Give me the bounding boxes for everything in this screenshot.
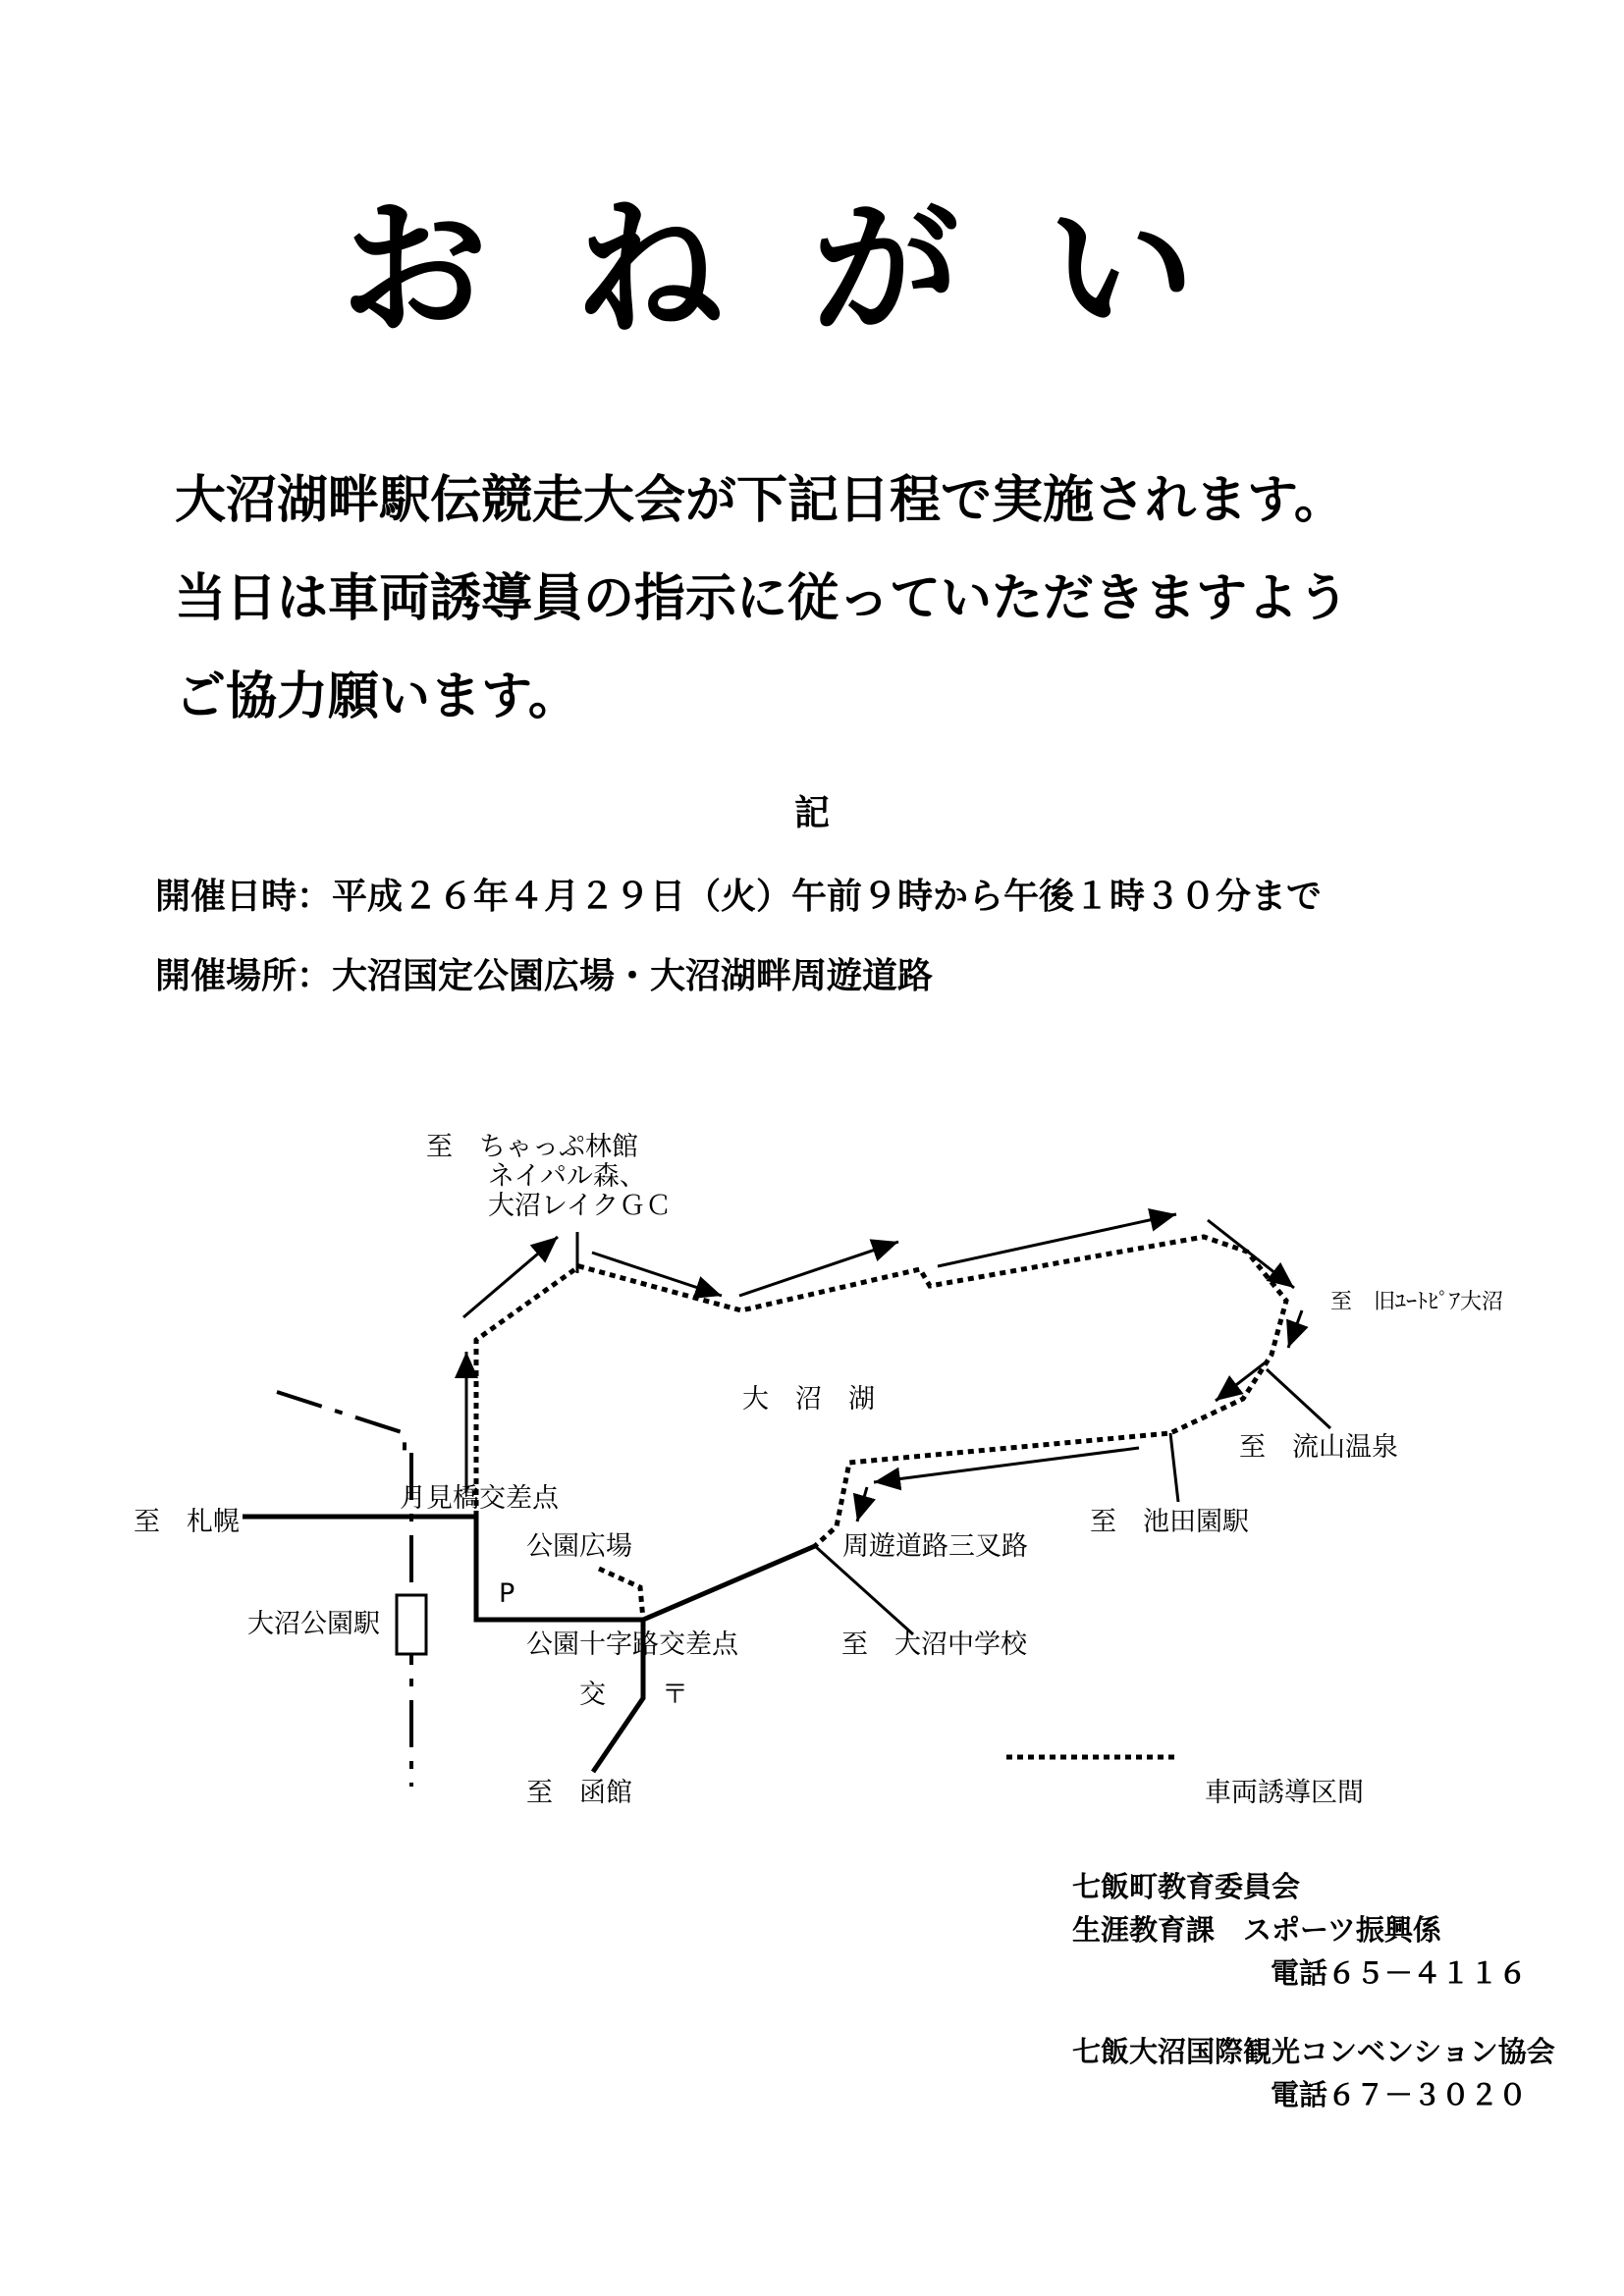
label-junction: 周遊道路三叉路 <box>842 1531 1028 1562</box>
label-koen-crossing: 公園十字路交差点 <box>526 1629 738 1660</box>
legend-label: 車両誘導区間 <box>1205 1778 1364 1808</box>
label-to-hakodate: 至 函館 <box>526 1778 632 1808</box>
label-koban-left: 交 <box>579 1680 606 1710</box>
onuma-koen-station-marker <box>397 1595 426 1654</box>
intro-line-1: 大沼湖畔駅伝競走大会が下記日程で実施されます。 <box>175 471 1345 530</box>
side-roads <box>577 1232 1330 1634</box>
page-title: おねがい <box>340 185 1283 355</box>
label-lake: 大 沼 湖 <box>742 1384 875 1415</box>
contact-tel1: 電話６５－４１１６ <box>1271 1956 1528 1990</box>
label-tsukimibashi: 月見橋交差点 <box>400 1483 559 1514</box>
intro-line-3: ご協力願います。 <box>175 667 579 726</box>
label-neipal: ネイパル森、 <box>488 1161 646 1192</box>
event-place: 開催場所：大沼国定公園広場・大沼湖畔周遊道路 <box>155 956 934 996</box>
event-datetime: 開催日時：平成２６年４月２９日（火）午前９時から午後１時３０分まで <box>155 877 1323 917</box>
label-to-junior-high: 至 大沼中学校 <box>841 1629 1027 1660</box>
label-to-sapporo: 至 札幌 <box>134 1507 240 1537</box>
label-to-chappu: 至 ちゃっぷ林館 <box>426 1132 638 1162</box>
intro-line-2: 当日は車両誘導員の指示に従っていただきますよう <box>175 569 1350 628</box>
label-park-plaza: 公園広場 <box>526 1531 632 1562</box>
contact-dept: 生涯教育課 スポーツ振興係 <box>1072 1913 1441 1947</box>
contact-org1: 七飯町教育委員会 <box>1072 1870 1301 1903</box>
label-to-nagareyama: 至 流山温泉 <box>1239 1432 1398 1463</box>
railway-line <box>277 1392 411 1787</box>
label-to-utopia: 至 旧ﾕｰﾄﾋﾟｱ大沼 <box>1330 1290 1504 1314</box>
contact-org2: 七飯大沼国際観光コンベンション協会 <box>1072 2035 1555 2068</box>
label-koban-right: 〒 <box>662 1680 688 1710</box>
ki-heading: 記 <box>793 793 830 833</box>
label-parking: P <box>499 1578 515 1609</box>
contact-tel2: 電話６７－３０２０ <box>1271 2078 1528 2111</box>
label-lake-gc: 大沼レイクＧＣ <box>488 1191 673 1221</box>
label-to-ikedaen: 至 池田園駅 <box>1090 1507 1249 1537</box>
label-onuma-koen-station: 大沼公園駅 <box>247 1609 380 1639</box>
